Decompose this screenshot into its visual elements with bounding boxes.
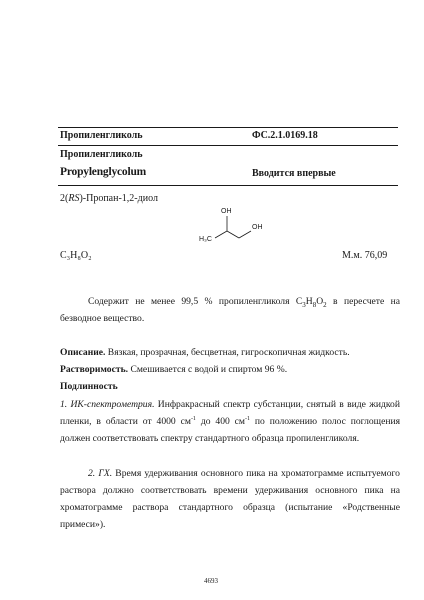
header-mid-rule xyxy=(58,145,398,146)
ir-paragraph: 1. ИК-спектрометрия. Инфракрасный спектр субстанции, снятый в виде жидкой пленки, в области от 4000 $см^{-1}$ до 400 $см^{-1}$ по положению полос поглощения должен соответствовать спектру стандартного образца пропиленгликоля. xyxy=(60,399,401,444)
status-text: Вводится впервые xyxy=(252,168,336,179)
bond-3 xyxy=(239,231,251,238)
solubility-text: Смешивается с водой и спиртом 96 %. xyxy=(128,364,288,375)
molecular-mass: М.м. 76,09 xyxy=(342,250,388,261)
chemical-name-prefix: 2( xyxy=(60,193,69,204)
structure-diagram xyxy=(196,202,276,248)
ir-label: ИК-спектрометрия. xyxy=(67,399,155,410)
content-paragraph: Содержит не менее 99,5 % пропиленгликоля $C_3H_8O_2$ в пересчете на безводное вещество. xyxy=(60,296,401,324)
header-top-rule xyxy=(58,127,398,128)
chemical-name-suffix: )-Пропан-1,2-диол xyxy=(79,193,158,204)
header-lat-rule xyxy=(58,185,398,186)
description-line xyxy=(60,347,350,358)
oh-top-label: OH xyxy=(221,208,232,215)
solubility-label: Растворимость. xyxy=(60,364,129,375)
chemical-name-rs: RS xyxy=(68,193,80,204)
gc-label: ГХ. xyxy=(95,468,113,479)
monograph-code: ФС.2.1.0169.18 xyxy=(252,130,318,141)
gc-number: 2. xyxy=(88,468,96,479)
bond-1 xyxy=(215,231,227,238)
ir-number: 1. xyxy=(60,399,68,410)
description-text: Вязкая, прозрачная, бесцветная, гигроскопичная жидкость. xyxy=(105,347,350,358)
chemical-name xyxy=(60,193,158,204)
page-number: 4693 xyxy=(204,577,218,585)
title-latin: Propylenglycolum xyxy=(60,166,147,178)
solubility-line xyxy=(60,364,287,375)
methyl-label: H₃C xyxy=(199,236,212,243)
molecular-formula: C₃H₈O₂ xyxy=(60,250,92,261)
gc-paragraph: 2. ГХ. Время удерживания основного пика на хроматограмме испытуемого раствора должно соответствовать времени удерживания основного пика на хроматограмме раствора стандартного образца (испытание «Родственные примеси»). xyxy=(60,468,400,530)
oh-right-label: OH xyxy=(252,224,263,231)
title-ru: Пропиленгликоль xyxy=(60,130,143,141)
description-label: Описание. xyxy=(60,347,106,358)
title-ru-2: Пропиленгликоль xyxy=(60,149,143,160)
bond-2 xyxy=(227,231,239,238)
identification-heading: Подлинность xyxy=(60,381,118,392)
